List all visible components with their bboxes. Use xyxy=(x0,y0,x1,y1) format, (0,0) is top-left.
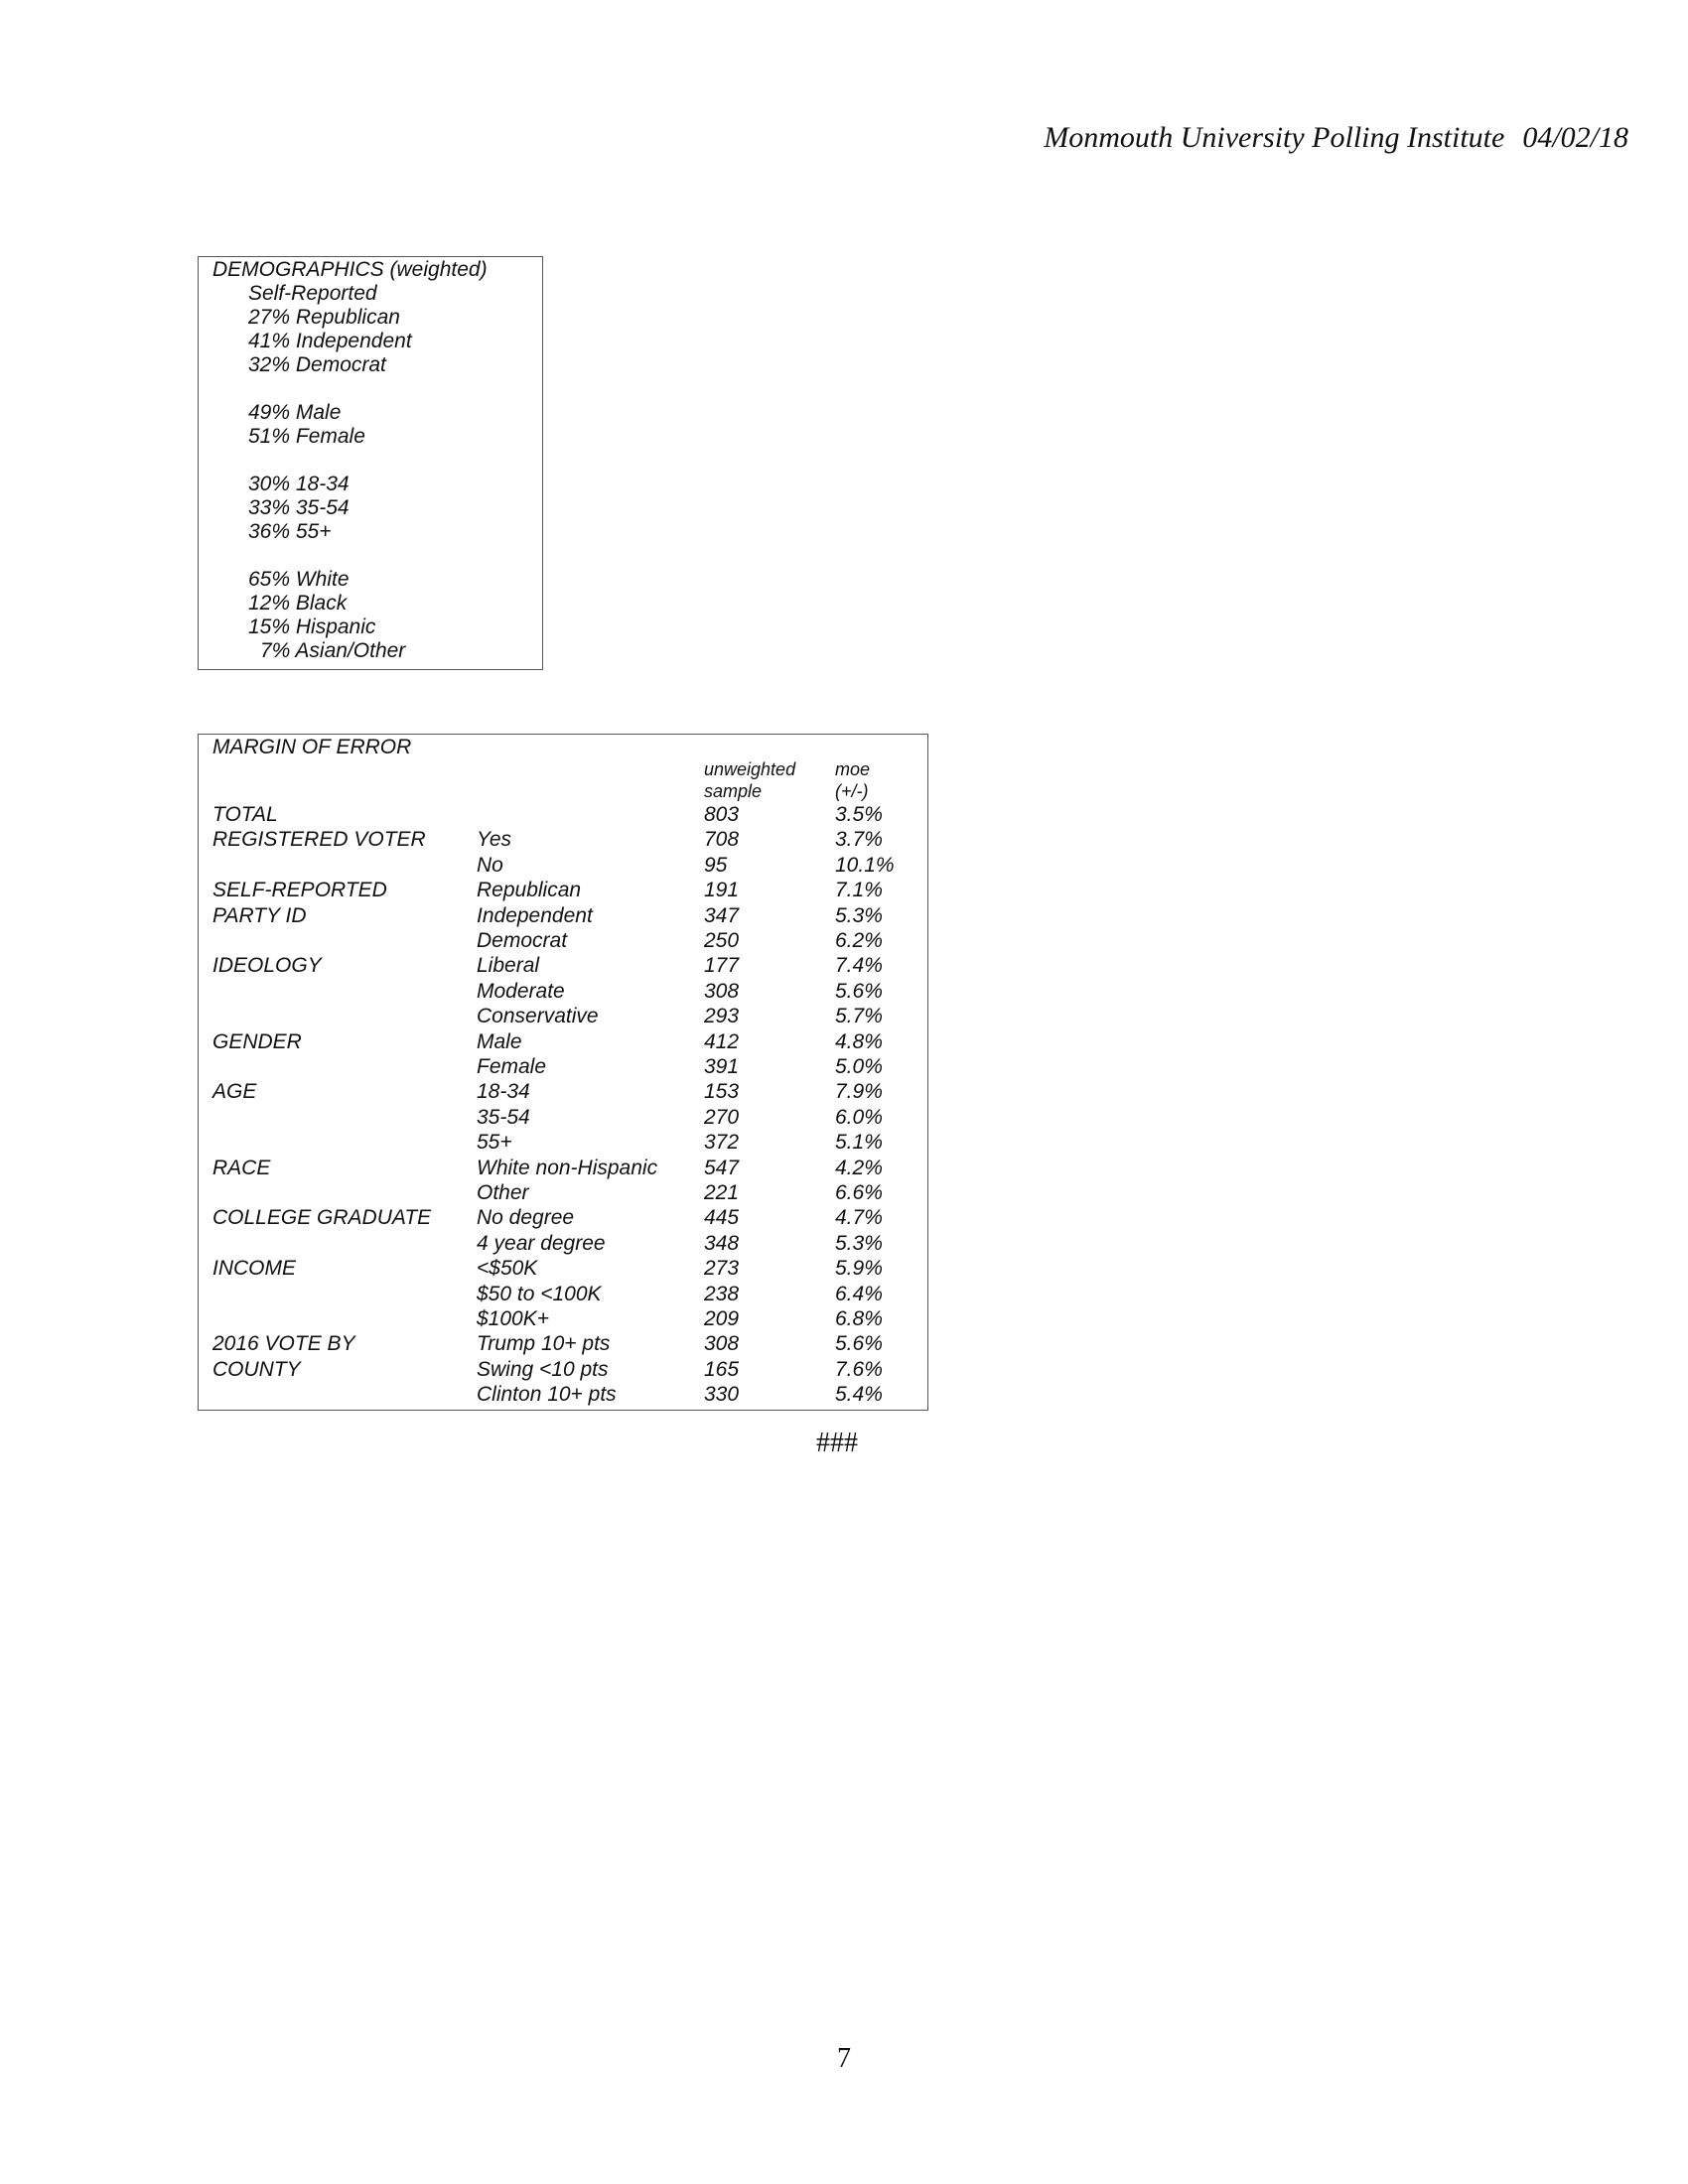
table-row xyxy=(199,1157,927,1181)
row-category-cell: Yes xyxy=(477,828,512,852)
row-category-cell: <$50K xyxy=(477,1257,538,1281)
row-group-cell: IDEOLOGY xyxy=(212,954,322,978)
row-category-cell: Trump 10+ pts xyxy=(477,1332,611,1356)
row-moe-cell: 5.6% xyxy=(835,1332,883,1356)
row-category-cell: Other xyxy=(477,1181,529,1204)
page-header xyxy=(1044,121,1628,155)
row-category-cell: Swing <10 pts xyxy=(477,1357,609,1381)
demographics-line: 7% Asian/Other xyxy=(260,639,406,662)
table-row xyxy=(199,1283,927,1307)
row-sample-cell: 547 xyxy=(704,1156,740,1179)
row-moe-cell: 5.7% xyxy=(835,1005,883,1028)
col-header-moe-2: (+/-) xyxy=(835,781,869,801)
row-group-cell: COUNTY xyxy=(212,1357,301,1381)
col-header-sample-2: sample xyxy=(704,781,763,801)
row-group-cell: INCOME xyxy=(212,1257,296,1281)
row-category-cell: 55+ xyxy=(477,1131,512,1155)
row-moe-cell: 6.2% xyxy=(835,929,883,952)
row-group-cell: REGISTERED VOTER xyxy=(212,828,426,852)
row-sample-cell: 412 xyxy=(704,1029,740,1053)
row-moe-cell: 6.8% xyxy=(835,1307,883,1330)
demographics-line: 51% Female xyxy=(248,425,365,448)
demographics-subtitle: Self-Reported xyxy=(248,282,377,305)
row-sample-cell: 330 xyxy=(704,1383,740,1407)
row-sample-cell: 708 xyxy=(704,828,740,852)
row-sample-cell: 238 xyxy=(704,1282,740,1305)
row-sample-cell: 153 xyxy=(704,1080,740,1104)
table-row xyxy=(199,1383,927,1408)
row-moe-cell: 4.8% xyxy=(835,1029,883,1053)
demographics-line: 32% Democrat xyxy=(248,353,386,376)
row-group-cell: RACE xyxy=(212,1156,271,1179)
row-sample-cell: 177 xyxy=(704,954,740,978)
row-category-cell: $50 to <100K xyxy=(477,1282,602,1305)
row-moe-cell: 7.4% xyxy=(835,954,883,978)
row-moe-cell: 5.9% xyxy=(835,1257,883,1281)
row-sample-cell: 308 xyxy=(704,1332,740,1356)
row-category-cell: 18-34 xyxy=(477,1080,530,1104)
row-moe-cell: 3.5% xyxy=(835,803,883,826)
col-header-sample-1: unweighted xyxy=(704,759,796,779)
row-moe-cell: 6.0% xyxy=(835,1105,883,1129)
end-mark: ### xyxy=(816,1428,858,1458)
table-row xyxy=(199,1232,927,1257)
row-sample-cell: 273 xyxy=(704,1257,740,1281)
page-number: 7 xyxy=(837,2043,851,2074)
table-row xyxy=(199,1257,927,1282)
demographics-box xyxy=(198,256,543,670)
row-sample-cell: 293 xyxy=(704,1005,740,1028)
row-moe-cell: 10.1% xyxy=(835,853,895,877)
table-row xyxy=(199,929,927,954)
row-category-cell: 35-54 xyxy=(477,1105,530,1129)
row-category-cell: Liberal xyxy=(477,954,540,978)
row-moe-cell: 3.7% xyxy=(835,828,883,852)
row-group-cell: TOTAL xyxy=(212,803,278,826)
demographics-line: 36% 55+ xyxy=(248,520,332,543)
table-row xyxy=(199,1332,927,1357)
row-sample-cell: 347 xyxy=(704,903,740,927)
row-group-cell: SELF-REPORTED xyxy=(212,879,387,902)
table-row xyxy=(199,1181,927,1206)
row-moe-cell: 5.4% xyxy=(835,1383,883,1407)
row-sample-cell: 165 xyxy=(704,1357,740,1381)
demographics-line: 30% 18-34 xyxy=(248,473,350,495)
table-row xyxy=(199,1206,927,1231)
row-sample-cell: 191 xyxy=(704,879,740,902)
table-row xyxy=(199,1106,927,1131)
row-category-cell: $100K+ xyxy=(477,1307,549,1330)
row-moe-cell: 5.0% xyxy=(835,1055,883,1078)
table-row xyxy=(199,879,927,903)
row-sample-cell: 250 xyxy=(704,929,740,952)
row-category-cell: Female xyxy=(477,1055,547,1078)
row-moe-cell: 4.2% xyxy=(835,1156,883,1179)
row-group-cell: AGE xyxy=(212,1080,257,1104)
table-row xyxy=(199,828,927,853)
row-sample-cell: 308 xyxy=(704,979,740,1003)
table-row xyxy=(199,1055,927,1080)
table-row xyxy=(199,1307,927,1332)
demographics-title: DEMOGRAPHICS (weighted) xyxy=(212,258,488,281)
row-category-cell: Male xyxy=(477,1029,522,1053)
row-group-cell: GENDER xyxy=(212,1029,302,1053)
table-row xyxy=(199,1131,927,1156)
row-group-cell: PARTY ID xyxy=(212,903,307,927)
row-category-cell: White non-Hispanic xyxy=(477,1156,658,1179)
row-sample-cell: 372 xyxy=(704,1131,740,1155)
header-date: 04/02/18 xyxy=(1522,121,1628,154)
row-category-cell: Democrat xyxy=(477,929,568,952)
demographics-line: 41% Independent xyxy=(248,330,412,352)
row-moe-cell: 6.6% xyxy=(835,1181,883,1204)
row-category-cell: Independent xyxy=(477,903,593,927)
demographics-line: 15% Hispanic xyxy=(248,615,376,638)
table-row xyxy=(199,1030,927,1055)
row-category-cell: Clinton 10+ pts xyxy=(477,1383,617,1407)
table-row xyxy=(199,954,927,979)
row-category-cell: Conservative xyxy=(477,1005,599,1028)
row-sample-cell: 803 xyxy=(704,803,740,826)
row-moe-cell: 5.6% xyxy=(835,979,883,1003)
table-row xyxy=(199,1005,927,1029)
table-row xyxy=(199,904,927,929)
row-sample-cell: 391 xyxy=(704,1055,740,1078)
row-sample-cell: 270 xyxy=(704,1105,740,1129)
table-row xyxy=(199,1358,927,1383)
row-sample-cell: 95 xyxy=(704,853,728,877)
row-sample-cell: 348 xyxy=(704,1231,740,1255)
demographics-line: 33% 35-54 xyxy=(248,496,350,519)
table-row xyxy=(199,854,927,879)
table-row xyxy=(199,1080,927,1105)
row-moe-cell: 7.6% xyxy=(835,1357,883,1381)
row-moe-cell: 7.1% xyxy=(835,879,883,902)
row-category-cell: No xyxy=(477,853,503,877)
table-row xyxy=(199,803,927,828)
row-category-cell: No degree xyxy=(477,1206,575,1230)
demographics-line: 49% Male xyxy=(248,401,342,424)
row-sample-cell: 445 xyxy=(704,1206,740,1230)
row-sample-cell: 209 xyxy=(704,1307,740,1330)
row-moe-cell: 4.7% xyxy=(835,1206,883,1230)
margin-of-error-table xyxy=(198,734,928,1411)
demographics-line: 65% White xyxy=(248,568,350,591)
row-group-cell: 2016 VOTE BY xyxy=(212,1332,355,1356)
table-row xyxy=(199,980,927,1005)
row-moe-cell: 5.3% xyxy=(835,1231,883,1255)
row-category-cell: Moderate xyxy=(477,979,565,1003)
demographics-line: 12% Black xyxy=(248,592,348,614)
row-moe-cell: 5.1% xyxy=(835,1131,883,1155)
row-moe-cell: 6.4% xyxy=(835,1282,883,1305)
row-sample-cell: 221 xyxy=(704,1181,740,1204)
row-moe-cell: 5.3% xyxy=(835,903,883,927)
row-category-cell: 4 year degree xyxy=(477,1231,606,1255)
row-moe-cell: 7.9% xyxy=(835,1080,883,1104)
moe-title: MARGIN OF ERROR xyxy=(212,736,412,758)
demographics-line: 27% Republican xyxy=(248,306,400,329)
col-header-moe-1: moe xyxy=(835,759,871,779)
header-org: Monmouth University Polling Institute xyxy=(1044,121,1505,154)
row-group-cell: COLLEGE GRADUATE xyxy=(212,1206,432,1230)
row-category-cell: Republican xyxy=(477,879,582,902)
